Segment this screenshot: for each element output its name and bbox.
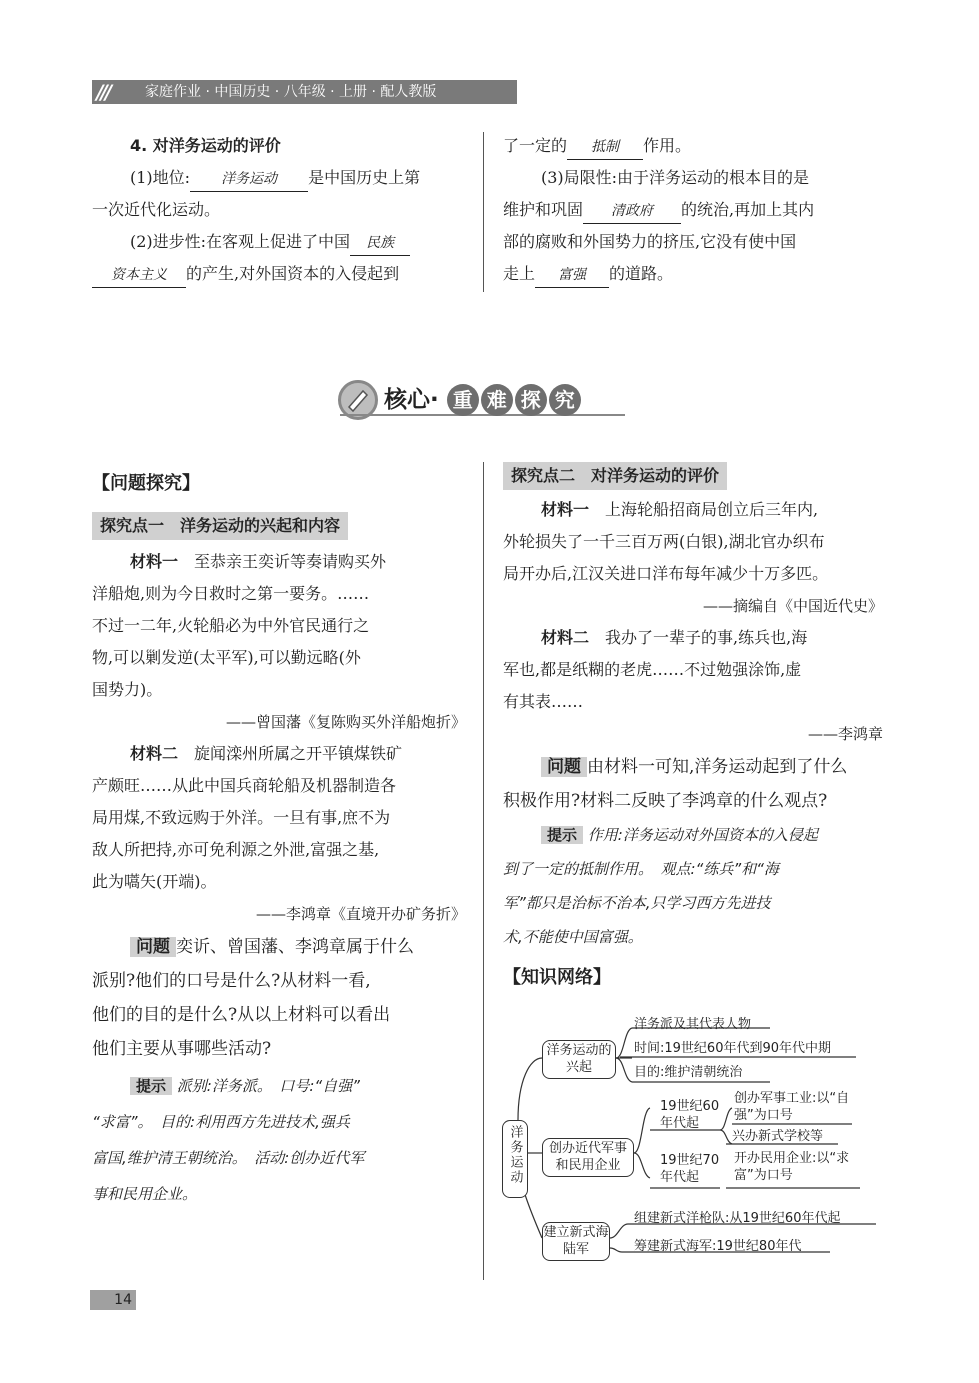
mindmap-branch-3: 建立新式海陆军: [542, 1222, 610, 1261]
knowledge-network-heading: 【知识网络】: [503, 967, 611, 988]
p3-blank-1: 清政府: [583, 199, 681, 224]
p1-text-b: 是中国历史上第: [308, 168, 421, 187]
p3-text-f: 的道路。: [609, 264, 674, 283]
explore-point-1: 探究点一 洋务运动的兴起和内容: [92, 512, 348, 540]
evaluation-p3-line4: [503, 258, 883, 290]
hint-tag: 提示: [130, 1077, 172, 1095]
header-slashes: ///: [96, 80, 109, 104]
hint-line: 事和民用企业。: [92, 1185, 198, 1203]
mindmap-leaf: 兴办新式学校等: [732, 1129, 824, 1144]
right-question: [503, 750, 883, 818]
question-line: 由材料一可知,洋务运动起到了什么: [587, 757, 848, 777]
hint-tag: 提示: [541, 826, 583, 844]
material-source: ——曾国藩《复陈购买外洋船炮折》: [225, 713, 466, 731]
material-line: 局用煤,不致远购于外洋。一旦有事,庶不为: [92, 808, 391, 827]
material-line: 敌人所把持,亦可免利源之外泄,富强之基,: [92, 840, 380, 859]
top-column-divider: [483, 132, 484, 292]
banner-ball: 探: [515, 384, 547, 416]
p2-text-b: 的产生,对外国资本的入侵起到: [186, 264, 400, 283]
evaluation-r1: [503, 130, 883, 162]
mindmap-leaf: 时间:19世纪60年代到90年代中期: [634, 1041, 832, 1056]
right-material-2: [503, 622, 883, 750]
p2-text: (2)进步性:在客观上促进了中国: [130, 232, 351, 251]
question-line: 他们主要从事哪些活动?: [92, 1039, 272, 1059]
question-line: 派别?他们的口号是什么?从材料一看,: [92, 971, 371, 991]
page-number: 14: [90, 1290, 136, 1310]
material-line: 外轮损失了一千三百万两(白银),湖北官办织布: [503, 532, 825, 551]
mindmap-branch-1: 洋务运动的兴起: [542, 1040, 616, 1079]
right-material-1: [503, 494, 883, 622]
evaluation-heading: 4. 对洋务运动的评价: [130, 136, 281, 155]
material-line: 物,可以剿发逆(太平军),可以勤远略(外: [92, 648, 361, 667]
material-line: 不过一二年,火轮船必为中外官民通行之: [92, 616, 370, 635]
material-line: 产颇旺……从此中国兵商轮船及机器制造各: [92, 776, 397, 795]
p2-blank-2: 资本主义: [92, 263, 186, 288]
evaluation-p1: [92, 162, 472, 194]
r1-text-b: 作用。: [643, 136, 692, 155]
mindmap-leaf: 创办军事工业:以“自强”为口号: [734, 1091, 850, 1123]
material-line: 局开办后,江汉关进口洋布每年减少十万多匹。: [503, 564, 829, 583]
material-line: 洋船炮,则为今日救时之第一要务。……: [92, 584, 370, 603]
material-label: 材料一: [541, 500, 590, 519]
evaluation-left: [92, 130, 472, 290]
hint-line: 术,不能使中国富强。: [503, 928, 643, 946]
banner-ball: 重: [447, 384, 479, 416]
material-line: 旋闻滦州所属之开平镇煤铁矿: [194, 744, 403, 763]
material-label: 材料二: [541, 628, 590, 647]
banner-dot: ·: [430, 387, 439, 413]
material-line: 军也,都是纸糊的老虎……不过勉强涂饰,虚: [503, 660, 802, 679]
material-label: 材料二: [130, 744, 179, 763]
mindmap-root: [502, 1120, 528, 1198]
hint-line: 富国,维护清王朝统治。 活动:创办近代军: [92, 1149, 365, 1167]
p1-text: (1)地位:: [130, 168, 191, 187]
evaluation-right: [503, 130, 883, 290]
mindmap-period: 19世纪70年代起: [660, 1153, 720, 1185]
right-hint: [503, 818, 883, 954]
mindmap-period: 19世纪60年代起: [660, 1099, 720, 1131]
banner-ball: 难: [481, 384, 513, 416]
p2-blank-1: 民族: [350, 231, 410, 256]
hint-line: 派别:洋务派。 口号:“自强”: [176, 1077, 360, 1095]
left-material-2: [92, 738, 466, 930]
material-source: ——李鸿章: [807, 725, 883, 743]
material-line: 上海轮船招商局创立后三年内,: [605, 500, 819, 519]
evaluation-p2: [92, 226, 472, 258]
evaluation-p3-line2: [503, 194, 883, 226]
question-line: 他们的目的是什么?从以上材料可以看出: [92, 1005, 391, 1025]
p3-text-c: 的统治,再加上其内: [681, 200, 815, 219]
r1-text: 了一定的: [503, 136, 568, 155]
p3-text: (3)局限性:由于洋务运动的根本目的是: [541, 168, 810, 187]
material-source: ——李鸿章《直境开办矿务折》: [255, 905, 466, 923]
hint-line: 作用:洋务运动对外国资本的入侵起: [587, 826, 818, 844]
hint-line: 军”都只是治标不治本,只学习西方先进技: [503, 894, 771, 912]
mindmap-root-label: 洋务运动: [507, 1125, 523, 1185]
banner-ball: 究: [549, 384, 581, 416]
main-column-divider: [483, 462, 484, 1280]
hint-line: “求富”。 目的:利用西方先进技术,强兵: [92, 1113, 350, 1131]
material-line: 此为嚆矢(开端)。: [92, 872, 217, 891]
p3-text-d: 部的腐败和外国势力的挤压,它没有使中国: [503, 232, 797, 251]
mindmap-branch-2: 创办近代军事和民用企业: [542, 1138, 634, 1177]
mindmap-leaf: 目的:维护清朝统治: [634, 1065, 743, 1080]
material-line: 我办了一辈子的事,练兵也,海: [605, 628, 808, 647]
p3-blank-2: 富强: [535, 263, 609, 288]
material-line: 有其表……: [503, 692, 584, 711]
question-line: 奕䜣、曾国藩、李鸿章属于什么: [176, 937, 414, 957]
problem-explore-heading: 【问题探究】: [92, 473, 200, 494]
question-tag: 问题: [130, 937, 176, 957]
mindmap-leaf: 组建新式洋枪队:从19世纪60年代起: [634, 1211, 841, 1226]
r1-blank: 抵制: [567, 135, 643, 160]
left-column: [92, 466, 466, 1212]
material-source: ——摘编自《中国近代史》: [702, 597, 883, 615]
banner-core: 核心: [384, 387, 430, 413]
question-line: 积极作用?材料二反映了李鸿章的什么观点?: [503, 791, 828, 811]
material-line: 国势力)。: [92, 680, 163, 699]
left-hint: [92, 1068, 466, 1212]
right-column: [503, 462, 883, 996]
mindmap-leaf: 洋务派及其代表人物: [634, 1017, 752, 1032]
p3-text-e: 走上: [503, 264, 536, 283]
left-question: [92, 930, 466, 1066]
mindmap-leaf: 开办民用企业:以“求富”为口号: [734, 1151, 850, 1183]
evaluation-p2-cont: [92, 258, 472, 290]
question-tag: 问题: [541, 757, 587, 777]
header-title: 家庭作业 · 中国历史 · 八年级 · 上册 · 配人教版: [145, 84, 437, 100]
p3-text-b: 维护和巩固: [503, 200, 584, 219]
material-label: 材料一: [130, 552, 179, 571]
section-banner: [384, 382, 583, 418]
explore-point-2: 探究点二 对洋务运动的评价: [503, 462, 727, 490]
hint-line: 到了一定的抵制作用。 观点:“练兵”和“海: [503, 860, 779, 878]
material-line: 至恭亲王奕䜣等奏请购买外: [194, 552, 387, 571]
mindmap-leaf: 筹建新式海军:19世纪80年代: [634, 1239, 802, 1254]
p1-blank: 洋务运动: [190, 167, 308, 192]
left-material-1: [92, 546, 466, 738]
p1-text-c: 一次近代化运动。: [92, 200, 221, 219]
